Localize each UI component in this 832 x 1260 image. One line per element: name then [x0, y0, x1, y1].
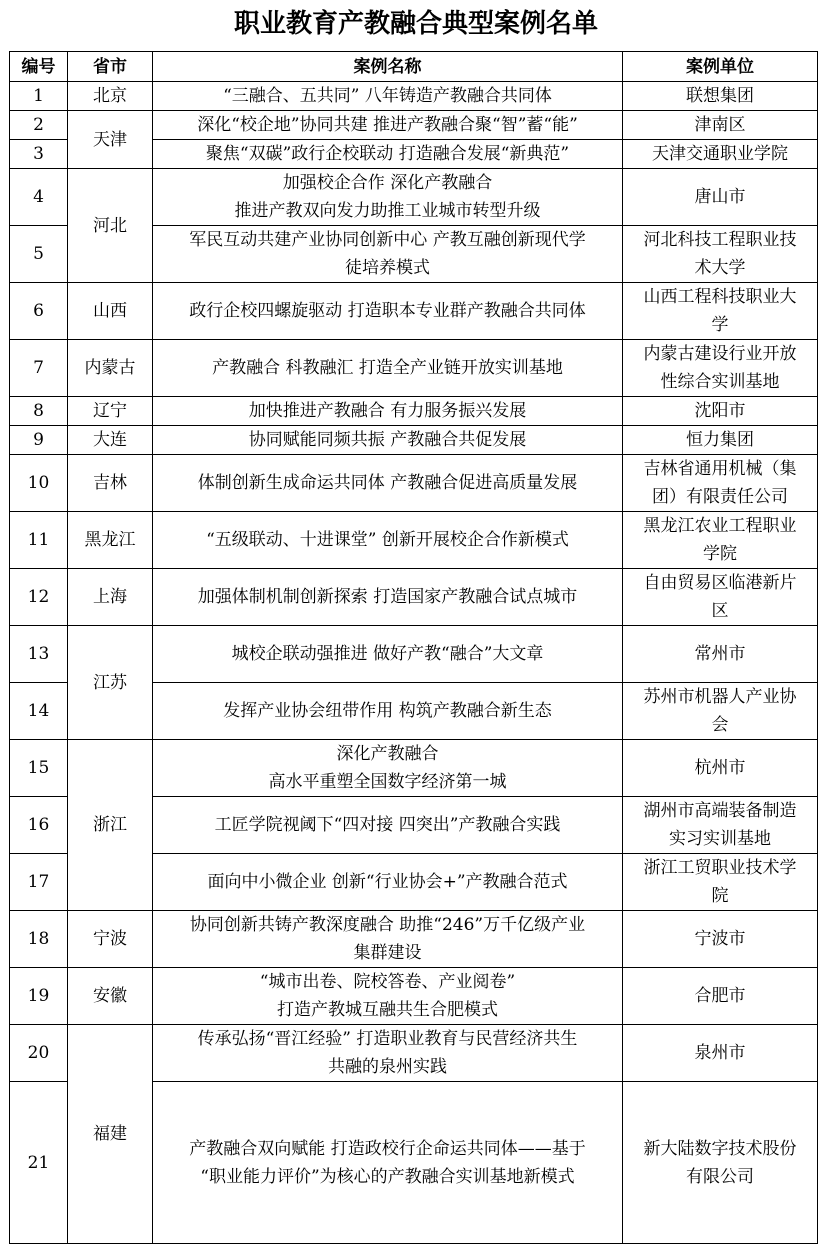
table-header-row: [10, 52, 818, 82]
case-name: 深化“校企地”协同共建 推进产教融合聚“智”蓄“能”: [153, 111, 623, 140]
case-unit: 联想集团: [623, 82, 818, 111]
case-unit: 合肥市: [623, 968, 818, 1025]
table-row: [10, 340, 818, 397]
case-name: 传承弘扬“晋江经验” 打造职业教育与民营经济共生 共融的泉州实践: [153, 1025, 623, 1082]
table-row: [10, 911, 818, 968]
case-unit: 湖州市高端装备制造 实习实训基地: [623, 797, 818, 854]
case-name: 工匠学院视阈下“四对接 四突出”产教融合实践: [153, 797, 623, 854]
case-name: 产教融合双向赋能 打造政校行企命运共同体——基于 “职业能力评价”为核心的产教融合实训基地新模式: [153, 1082, 623, 1244]
case-name: 协同创新共铸产教深度融合 助推“246”万千亿级产业 集群建设: [153, 911, 623, 968]
table-row: [10, 968, 818, 1025]
province-cell: 福建: [68, 1025, 153, 1244]
case-name: 体制创新生成命运共同体 产教融合促进高质量发展: [153, 455, 623, 512]
province-cell: 内蒙古: [68, 340, 153, 397]
province-cell: 黑龙江: [68, 512, 153, 569]
case-unit: 泉州市: [623, 1025, 818, 1082]
row-number: 13: [10, 626, 68, 683]
table-row: [10, 82, 818, 111]
row-number: 18: [10, 911, 68, 968]
case-name: 军民互动共建产业协同创新中心 产教互融创新现代学 徒培养模式: [153, 226, 623, 283]
row-number: 10: [10, 455, 68, 512]
case-name: 深化产教融合 高水平重塑全国数字经济第一城: [153, 740, 623, 797]
row-number: 21: [10, 1082, 68, 1244]
case-name: “五级联动、十进课堂” 创新开展校企合作新模式: [153, 512, 623, 569]
row-number: 9: [10, 426, 68, 455]
province-cell: 吉林: [68, 455, 153, 512]
case-unit: 唐山市: [623, 169, 818, 226]
case-unit: 杭州市: [623, 740, 818, 797]
row-number: 11: [10, 512, 68, 569]
table-row: [10, 569, 818, 626]
case-unit: 黑龙江农业工程职业 学院: [623, 512, 818, 569]
row-number: 7: [10, 340, 68, 397]
case-unit: 河北科技工程职业技 术大学: [623, 226, 818, 283]
case-unit: 宁波市: [623, 911, 818, 968]
table-row: [10, 426, 818, 455]
row-number: 16: [10, 797, 68, 854]
row-number: 6: [10, 283, 68, 340]
province-cell: 浙江: [68, 740, 153, 911]
case-unit: 天津交通职业学院: [623, 140, 818, 169]
case-unit: 常州市: [623, 626, 818, 683]
case-name: 面向中小微企业 创新“行业协会+”产教融合范式: [153, 854, 623, 911]
case-name: 加强校企合作 深化产教融合 推进产教双向发力助推工业城市转型升级: [153, 169, 623, 226]
table-row: [10, 283, 818, 340]
row-number: 5: [10, 226, 68, 283]
case-name: “城市出卷、院校答卷、产业阅卷” 打造产教城互融共生合肥模式: [153, 968, 623, 1025]
table-row: [10, 455, 818, 512]
province-cell: 上海: [68, 569, 153, 626]
case-name: 协同赋能同频共振 产教融合共促发展: [153, 426, 623, 455]
table-row: [10, 169, 818, 226]
case-unit: 浙江工贸职业技术学 院: [623, 854, 818, 911]
province-cell: 江苏: [68, 626, 153, 740]
table-row: [10, 1025, 818, 1082]
case-name: 城校企联动强推进 做好产教“融合”大文章: [153, 626, 623, 683]
province-cell: 宁波: [68, 911, 153, 968]
province-cell: 天津: [68, 111, 153, 169]
case-table: [9, 51, 818, 1244]
table-row: [10, 740, 818, 797]
row-number: 15: [10, 740, 68, 797]
row-number: 12: [10, 569, 68, 626]
header-number: 编号: [10, 52, 68, 82]
province-cell: 辽宁: [68, 397, 153, 426]
page-title: 职业教育产教融合典型案例名单: [233, 9, 598, 39]
row-number: 20: [10, 1025, 68, 1082]
case-unit: 山西工程科技职业大 学: [623, 283, 818, 340]
case-unit: 苏州市机器人产业协 会: [623, 683, 818, 740]
row-number: 17: [10, 854, 68, 911]
province-cell: 安徽: [68, 968, 153, 1025]
row-number: 1: [10, 82, 68, 111]
case-name: 聚焦“双碳”政行企校联动 打造融合发展“新典范”: [153, 140, 623, 169]
row-number: 8: [10, 397, 68, 426]
province-cell: 河北: [68, 169, 153, 283]
case-name: 加强体制机制创新探索 打造国家产教融合试点城市: [153, 569, 623, 626]
case-unit: 沈阳市: [623, 397, 818, 426]
header-province: 省市: [68, 52, 153, 82]
case-name: “三融合、五共同” 八年铸造产教融合共同体: [153, 82, 623, 111]
case-unit: 新大陆数字技术股份 有限公司: [623, 1082, 818, 1244]
case-unit: 自由贸易区临港新片 区: [623, 569, 818, 626]
province-cell: 山西: [68, 283, 153, 340]
case-unit: 吉林省通用机械（集 团）有限责任公司: [623, 455, 818, 512]
case-unit: 恒力集团: [623, 426, 818, 455]
row-number: 4: [10, 169, 68, 226]
case-name: 政行企校四螺旋驱动 打造职本专业群产教融合共同体: [153, 283, 623, 340]
row-number: 3: [10, 140, 68, 169]
header-case-name: 案例名称: [153, 52, 623, 82]
row-number: 14: [10, 683, 68, 740]
case-unit: 津南区: [623, 111, 818, 140]
row-number: 19: [10, 968, 68, 1025]
case-name: 发挥产业协会纽带作用 构筑产教融合新生态: [153, 683, 623, 740]
province-cell: 大连: [68, 426, 153, 455]
table-row: [10, 626, 818, 683]
table-row: [10, 397, 818, 426]
case-name: 产教融合 科教融汇 打造全产业链开放实训基地: [153, 340, 623, 397]
province-cell: 北京: [68, 82, 153, 111]
case-name: 加快推进产教融合 有力服务振兴发展: [153, 397, 623, 426]
table-row: [10, 512, 818, 569]
header-case-unit: 案例单位: [623, 52, 818, 82]
case-unit: 内蒙古建设行业开放 性综合实训基地: [623, 340, 818, 397]
table-row: [10, 111, 818, 140]
row-number: 2: [10, 111, 68, 140]
